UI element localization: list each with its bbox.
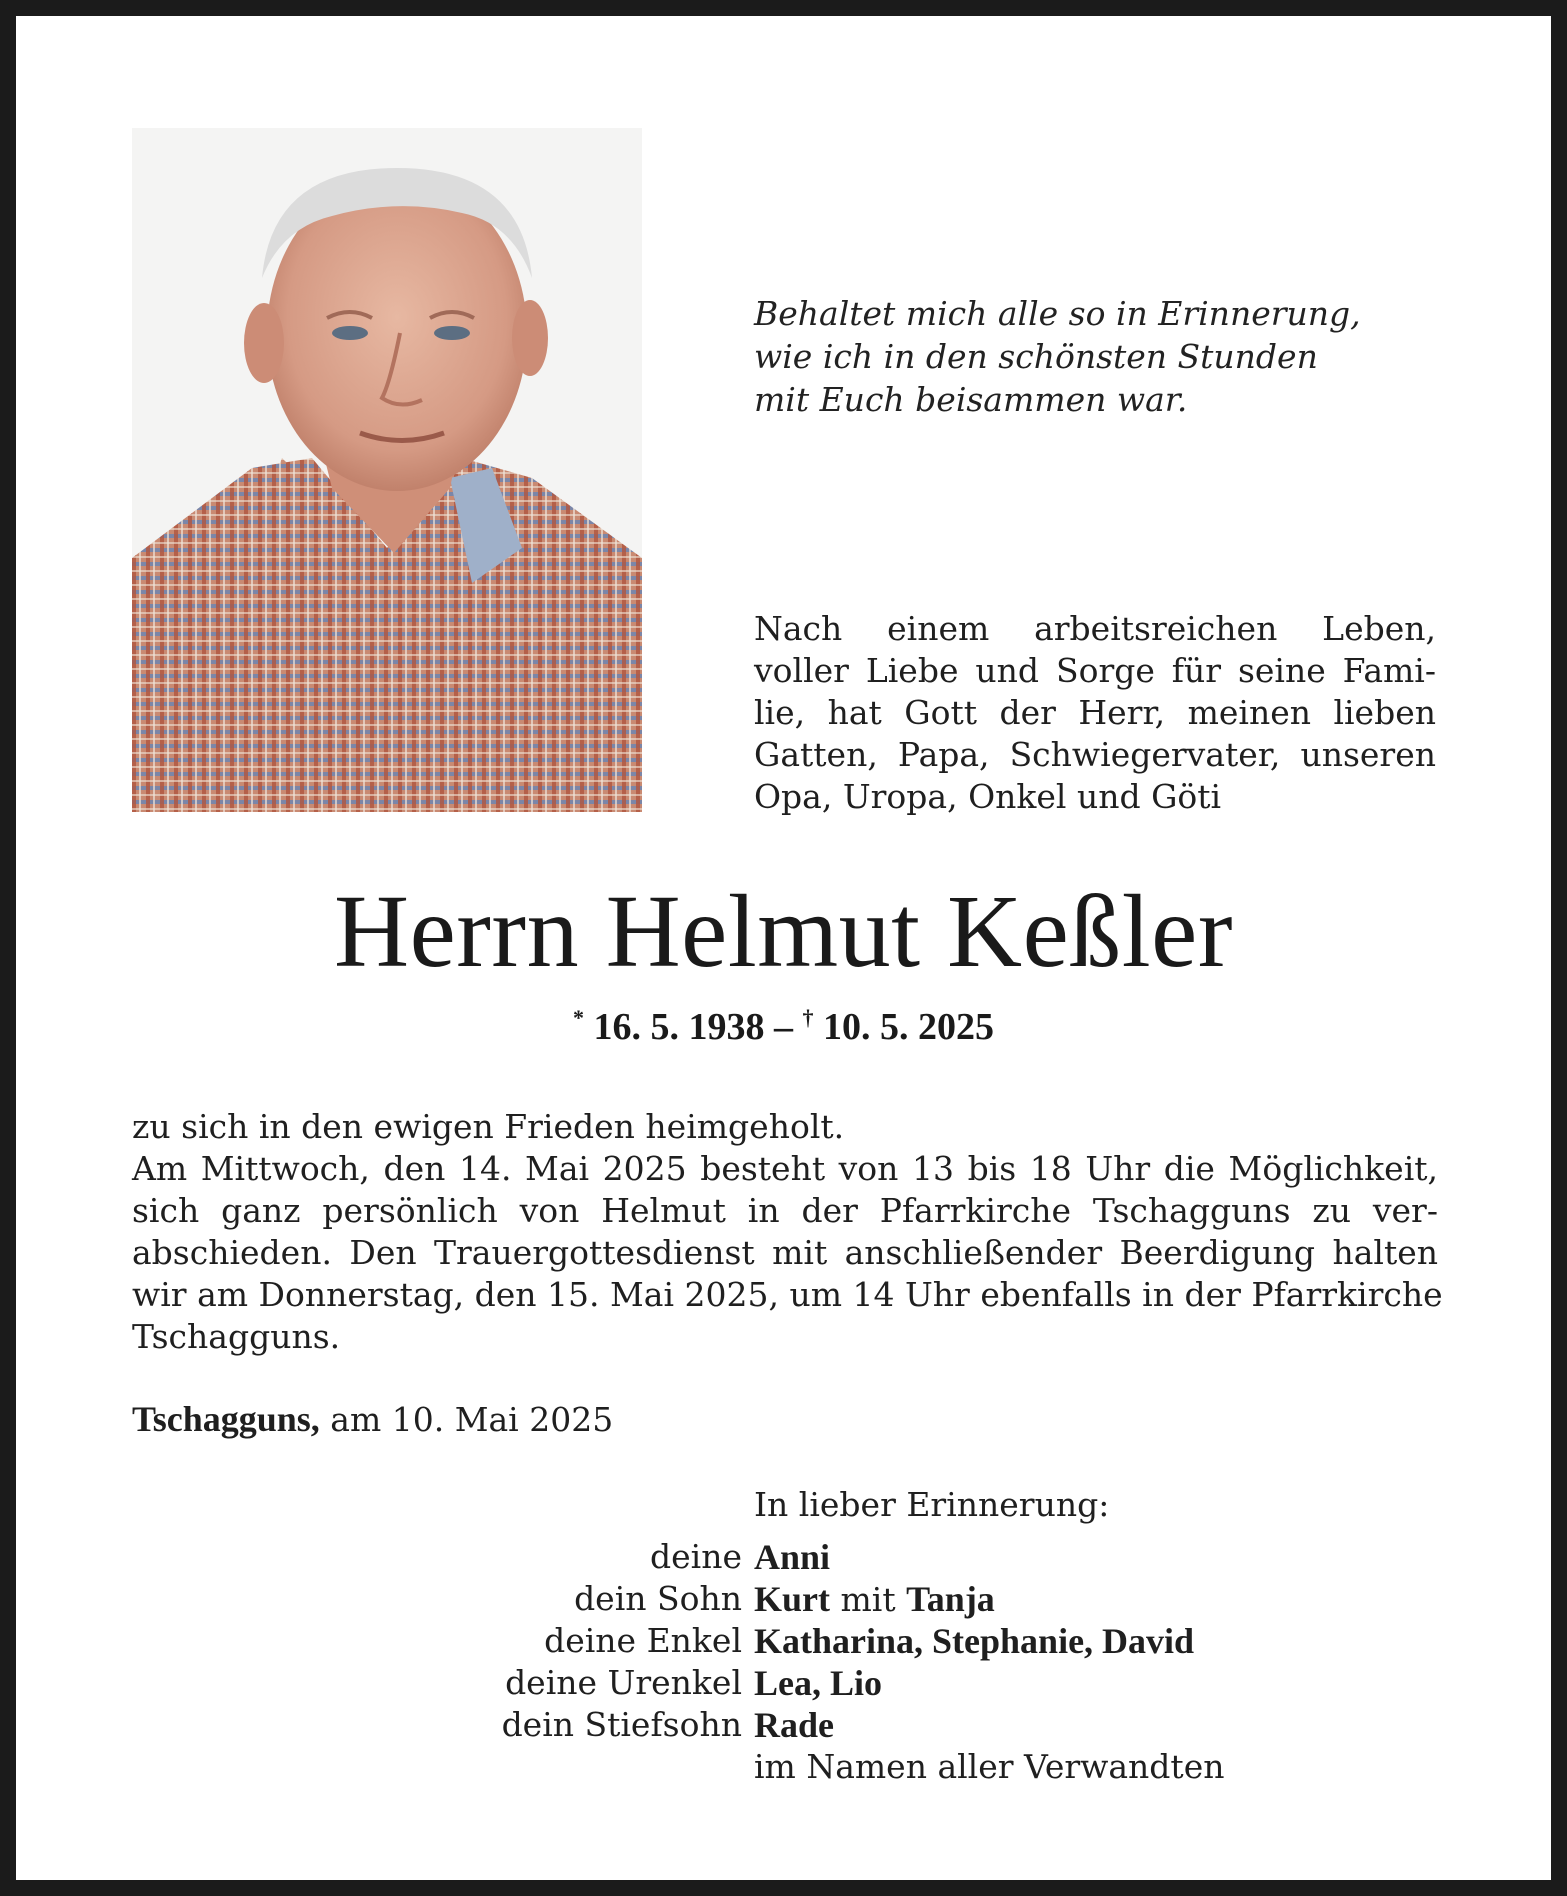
intro-line: lie, hat Gott der Herr, meinen lieben <box>754 693 1436 732</box>
verse-line: mit Euch beisammen war. <box>754 380 1188 419</box>
deceased-name: Herrn Helmut Keßler <box>334 874 1233 989</box>
family-list <box>300 1536 1500 1746</box>
body-line: Tschagguns. <box>132 1317 341 1356</box>
body-line: Am Mittwoch, den 14. Mai 2025 besteht von 13 bis 18 Uhr die Möglichkeit, <box>132 1149 1438 1188</box>
place-date <box>132 1398 613 1441</box>
family-relation: dein Sohn <box>574 1579 742 1618</box>
family-names: Lea, Lio <box>754 1663 883 1703</box>
portrait-photo <box>132 128 642 812</box>
intro-line: Gatten, Papa, Schwiegervater, unseren <box>754 735 1436 774</box>
intro-line: Opa, Uropa, Onkel und Göti <box>754 777 1222 816</box>
family-row <box>300 1704 1500 1746</box>
family-relation: deine Urenkel <box>505 1663 742 1702</box>
place-date-text: am 10. Mai 2025 <box>319 1400 614 1439</box>
death-date: 10. 5. 2025 <box>823 1006 994 1048</box>
family-row <box>300 1578 1500 1620</box>
family-names-partner: Tanja <box>906 1579 995 1619</box>
closing-line: im Namen aller Verwandten <box>754 1747 1225 1786</box>
memorial-verse <box>754 292 1474 421</box>
family-row <box>300 1536 1500 1578</box>
verse-line: Behaltet mich alle so in Erinnerung, <box>754 294 1361 333</box>
family-names: Katharina, Stephanie, David <box>754 1621 1195 1661</box>
birth-date: 16. 5. 1938 <box>593 1006 765 1048</box>
family-names: Anni <box>754 1537 831 1577</box>
intro-line: Nach einem arbeitsreichen Leben, <box>754 609 1436 648</box>
body-line: sich ganz persönlich von Helmut in der Pfarrkirche Tschagguns zu ver- <box>132 1191 1438 1230</box>
date-separator: – <box>764 1006 803 1048</box>
life-dates <box>0 994 1567 1051</box>
place-town: Tschagguns, <box>132 1399 320 1439</box>
funeral-details <box>132 1106 1443 1358</box>
intro-line: voller Liebe und Sorge für seine Fami- <box>754 651 1436 690</box>
family-row <box>300 1662 1500 1704</box>
memory-heading: In lieber Erinnerung: <box>754 1485 1110 1524</box>
body-line: zu sich in den ewigen Frieden heimgeholt. <box>132 1107 845 1146</box>
family-connector: mit <box>830 1580 907 1619</box>
family-relation: deine <box>650 1537 742 1576</box>
body-line: abschieden. Den Trauergottesdienst mit anschließender Beerdigung halten <box>132 1233 1438 1272</box>
family-names: Rade <box>754 1705 834 1745</box>
body-line: wir am Donnerstag, den 15. Mai 2025, um 14 Uhr ebenfalls in der Pfarrkirche <box>132 1275 1443 1314</box>
family-names: Kurt <box>754 1579 830 1619</box>
death-symbol: † <box>802 1005 814 1030</box>
family-relation: dein Stiefsohn <box>501 1705 742 1744</box>
intro-paragraph <box>754 608 1436 818</box>
family-relation: deine Enkel <box>544 1621 742 1660</box>
birth-symbol: * <box>573 1005 584 1030</box>
family-row <box>300 1620 1500 1662</box>
portrait-illustration <box>132 128 642 812</box>
verse-line: wie ich in den schönsten Stunden <box>754 337 1318 376</box>
